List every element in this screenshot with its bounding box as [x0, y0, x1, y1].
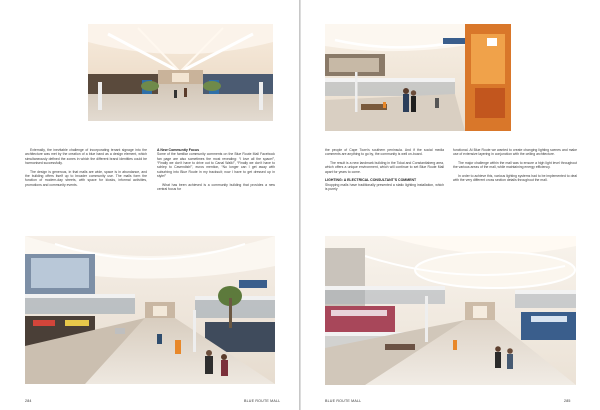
page-number-left: 284 — [25, 399, 32, 403]
page-number-right: 285 — [564, 399, 571, 403]
mall-interior-photo-top-right — [325, 24, 511, 131]
running-footer-left: BLUE ROUTE MALL — [244, 399, 281, 403]
paragraph: the people of Cape Town’s southern peninsula. And if the social media comments are anything to go by, the community is well on-board. — [325, 148, 444, 157]
paragraph: In order to achieve this, various lighting systems had to be implemented to deal with the very different cross section details throughout the mall. — [453, 173, 577, 183]
left-page-column-2 — [157, 148, 275, 196]
section-heading: LIGHTING: A ELECTRICAL CONSULTANT’S COMMENT — [325, 178, 417, 183]
paragraph: The result is a new landmark building in the Tokai and Constantiaberg area, which offers a unique environment, which will continue to set Blue Route Mall apart for years to come. — [325, 160, 444, 174]
paragraph: The major challenge within the mall was to ensure a high light level throughout the various areas of the mall, while maintaining energy efficiency. — [453, 160, 577, 170]
paragraph: Some of the familiar community comments on the Blue Route Mall Facebook fan page are also sometimes the most revealing: “I love all the space!”, “Finally we don’t have to drive out to Canal Walk!”, “Finally we don’t have to schlep to Cavendish!”, euros mention, “No longer can I get away with suburbing into Blue Route in my tracksuit; now I have to get dressed up in style!” — [157, 152, 275, 179]
mall-interior-photo-top-left — [88, 24, 273, 121]
paragraph: Externally, the inevitable challenge of incorporating tenant signage into the architecture was met by the creation of a blue band as a design element, which simultaneously defined the zones in which the different brand identities could be harmonised successfully. — [25, 148, 147, 166]
paragraph: The design is generous, in that malls are wide, space is in abundance, and the building offers itself up to broader community use. The malls form the function of modern-day streets, with space for kiosks, informal activities, promotions and community events. — [25, 169, 147, 187]
right-page — [301, 0, 600, 410]
mall-interior-photo-bottom-right — [325, 236, 576, 385]
mall-interior-photo-bottom-left — [25, 236, 275, 384]
section-heading: A New Community Focus — [157, 148, 200, 152]
paragraph: Shopping malls have traditionally presented a static lighting installation, which is purely — [325, 182, 444, 192]
left-page-column-1 — [25, 148, 147, 191]
right-page-column-1 — [325, 148, 444, 196]
right-page-column-2 — [453, 148, 577, 187]
left-page — [0, 0, 299, 410]
paragraph: What has been achieved is a community building that provides a new central focus for — [157, 182, 275, 192]
running-footer-right: BLUE ROUTE MALL — [325, 399, 362, 403]
paragraph: functional. At Blue Route we wanted to create changing lighting scenes and make use of extensive layering in conjunction with the ceiling architecture. — [453, 148, 577, 157]
